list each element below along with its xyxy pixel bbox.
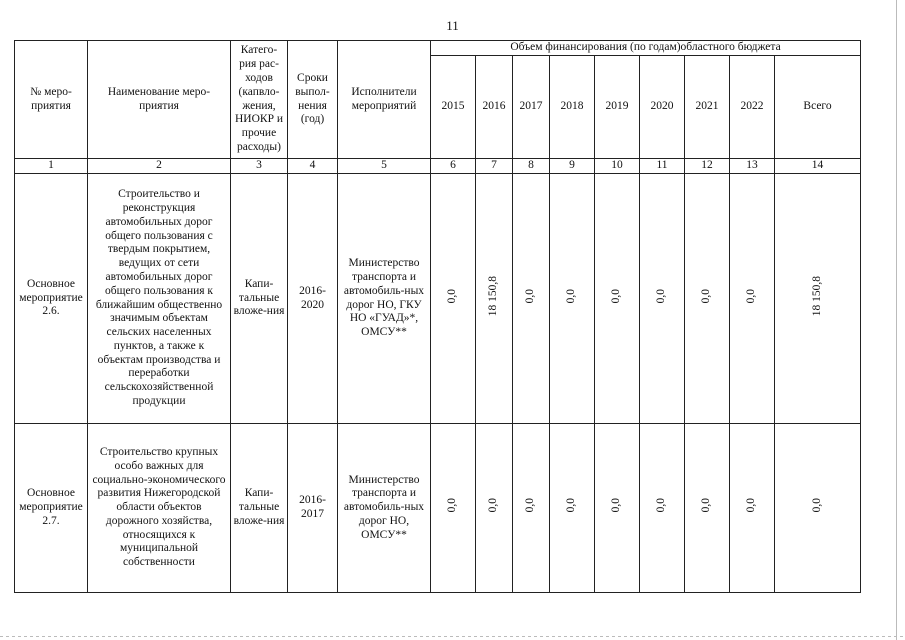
- row-executors: Министерство транспорта и автомобиль-ных дорог НО, ОМСУ**: [338, 424, 431, 593]
- row-value-cell: [730, 174, 775, 424]
- column-number: 5: [338, 159, 431, 174]
- header-year: 2015: [431, 56, 476, 159]
- header-year: 2016: [476, 56, 513, 159]
- table-row: [15, 424, 861, 593]
- row-value-cell: [685, 174, 730, 424]
- row-value: 0,0: [487, 498, 500, 513]
- header-year: 2021: [685, 56, 730, 159]
- row-value: 0,0: [446, 288, 459, 304]
- column-number: 8: [513, 159, 550, 174]
- header-row-top: [15, 41, 861, 56]
- row-value: 0,0: [745, 498, 758, 513]
- column-number: 12: [685, 159, 730, 174]
- row-terms: 2016-2017: [288, 424, 338, 593]
- column-number: 14: [775, 159, 861, 174]
- row-total-cell: [775, 424, 861, 593]
- row-value-cell: [476, 424, 513, 593]
- row-value-cell: [595, 424, 640, 593]
- row-value: 0,0: [700, 498, 713, 513]
- row-value: 0,0: [700, 288, 713, 304]
- header-year: 2017: [513, 56, 550, 159]
- row-terms: 2016-2020: [288, 174, 338, 424]
- row-value: 0,0: [655, 498, 668, 513]
- column-number: 3: [231, 159, 288, 174]
- row-value-cell: [431, 424, 476, 593]
- header-funding-group: Объем финансирования (по годам)областного бюджета: [431, 41, 861, 56]
- column-number: 7: [476, 159, 513, 174]
- row-value: 0,0: [610, 498, 623, 513]
- row-value: 0,0: [565, 498, 578, 513]
- row-value-cell: [550, 174, 595, 424]
- column-number: 10: [595, 159, 640, 174]
- page-number: 11: [446, 18, 459, 33]
- row-value: 0,0: [610, 288, 623, 304]
- column-number-row: [15, 159, 861, 174]
- header-category: Катего-рия рас-ходов (капвло-жения, НИОКР и прочие расходы): [231, 41, 288, 159]
- row-value: 0,0: [446, 498, 459, 513]
- column-number: 1: [15, 159, 88, 174]
- row-category: Капи-тальные вложе-ния: [231, 424, 288, 593]
- row-value: 0,0: [745, 288, 758, 304]
- header-total: Всего: [775, 56, 861, 159]
- row-category: Капи-тальные вложе-ния: [231, 174, 288, 424]
- row-total-cell: [775, 174, 861, 424]
- row-value-cell: [431, 174, 476, 424]
- column-number: 13: [730, 159, 775, 174]
- scan-edge-right: [896, 0, 897, 640]
- scan-edge-bottom: [0, 636, 905, 637]
- row-value-cell: [550, 424, 595, 593]
- row-value: 0,0: [524, 498, 537, 513]
- row-name: Строительство крупных особо важных для социально-экономического развития Нижегородской области объектов дорожного хозяйства, относящихся к муниципальной собственности: [88, 424, 231, 593]
- row-total: 0,0: [810, 498, 823, 513]
- header-name: Наименование меро-приятия: [88, 41, 231, 159]
- row-value-cell: [640, 424, 685, 593]
- row-number: Основное мероприятие 2.6.: [15, 174, 88, 424]
- row-value-cell: [595, 174, 640, 424]
- row-total: 18 150,8: [810, 275, 823, 317]
- header-executors: Исполнители мероприятий: [338, 41, 431, 159]
- row-value-cell: [476, 174, 513, 424]
- row-value-cell: [685, 424, 730, 593]
- table-row: [15, 174, 861, 424]
- column-number: 9: [550, 159, 595, 174]
- row-value-cell: [730, 424, 775, 593]
- row-value-cell: [513, 424, 550, 593]
- header-terms: Сроки выпол-нения (год): [288, 41, 338, 159]
- row-value: 18 150,8: [487, 275, 500, 317]
- row-executors: Министерство транспорта и автомобиль-ных дорог НО, ГКУ НО «ГУАД»*, ОМСУ**: [338, 174, 431, 424]
- row-value: 0,0: [524, 288, 537, 304]
- header-year: 2018: [550, 56, 595, 159]
- row-value: 0,0: [655, 288, 668, 304]
- header-number: № меро-приятия: [15, 41, 88, 159]
- header-year: 2019: [595, 56, 640, 159]
- row-value: 0,0: [565, 288, 578, 304]
- row-value-cell: [513, 174, 550, 424]
- row-value-cell: [640, 174, 685, 424]
- column-number: 4: [288, 159, 338, 174]
- header-year: 2020: [640, 56, 685, 159]
- column-number: 11: [640, 159, 685, 174]
- column-number: 6: [431, 159, 476, 174]
- row-name: Строительство и реконструкция автомобильных дорог общего пользования с твердым покрытием, ведущих от сети автомобильных дорог общего пользования к ближайшим общественно значимым объектам сельских населенных пунктов, а также к объектам производства и переработки сельскохозяйственной продукции: [88, 174, 231, 424]
- budget-table: [14, 40, 861, 593]
- header-year: 2022: [730, 56, 775, 159]
- column-number: 2: [88, 159, 231, 174]
- row-number: Основное мероприятие 2.7.: [15, 424, 88, 593]
